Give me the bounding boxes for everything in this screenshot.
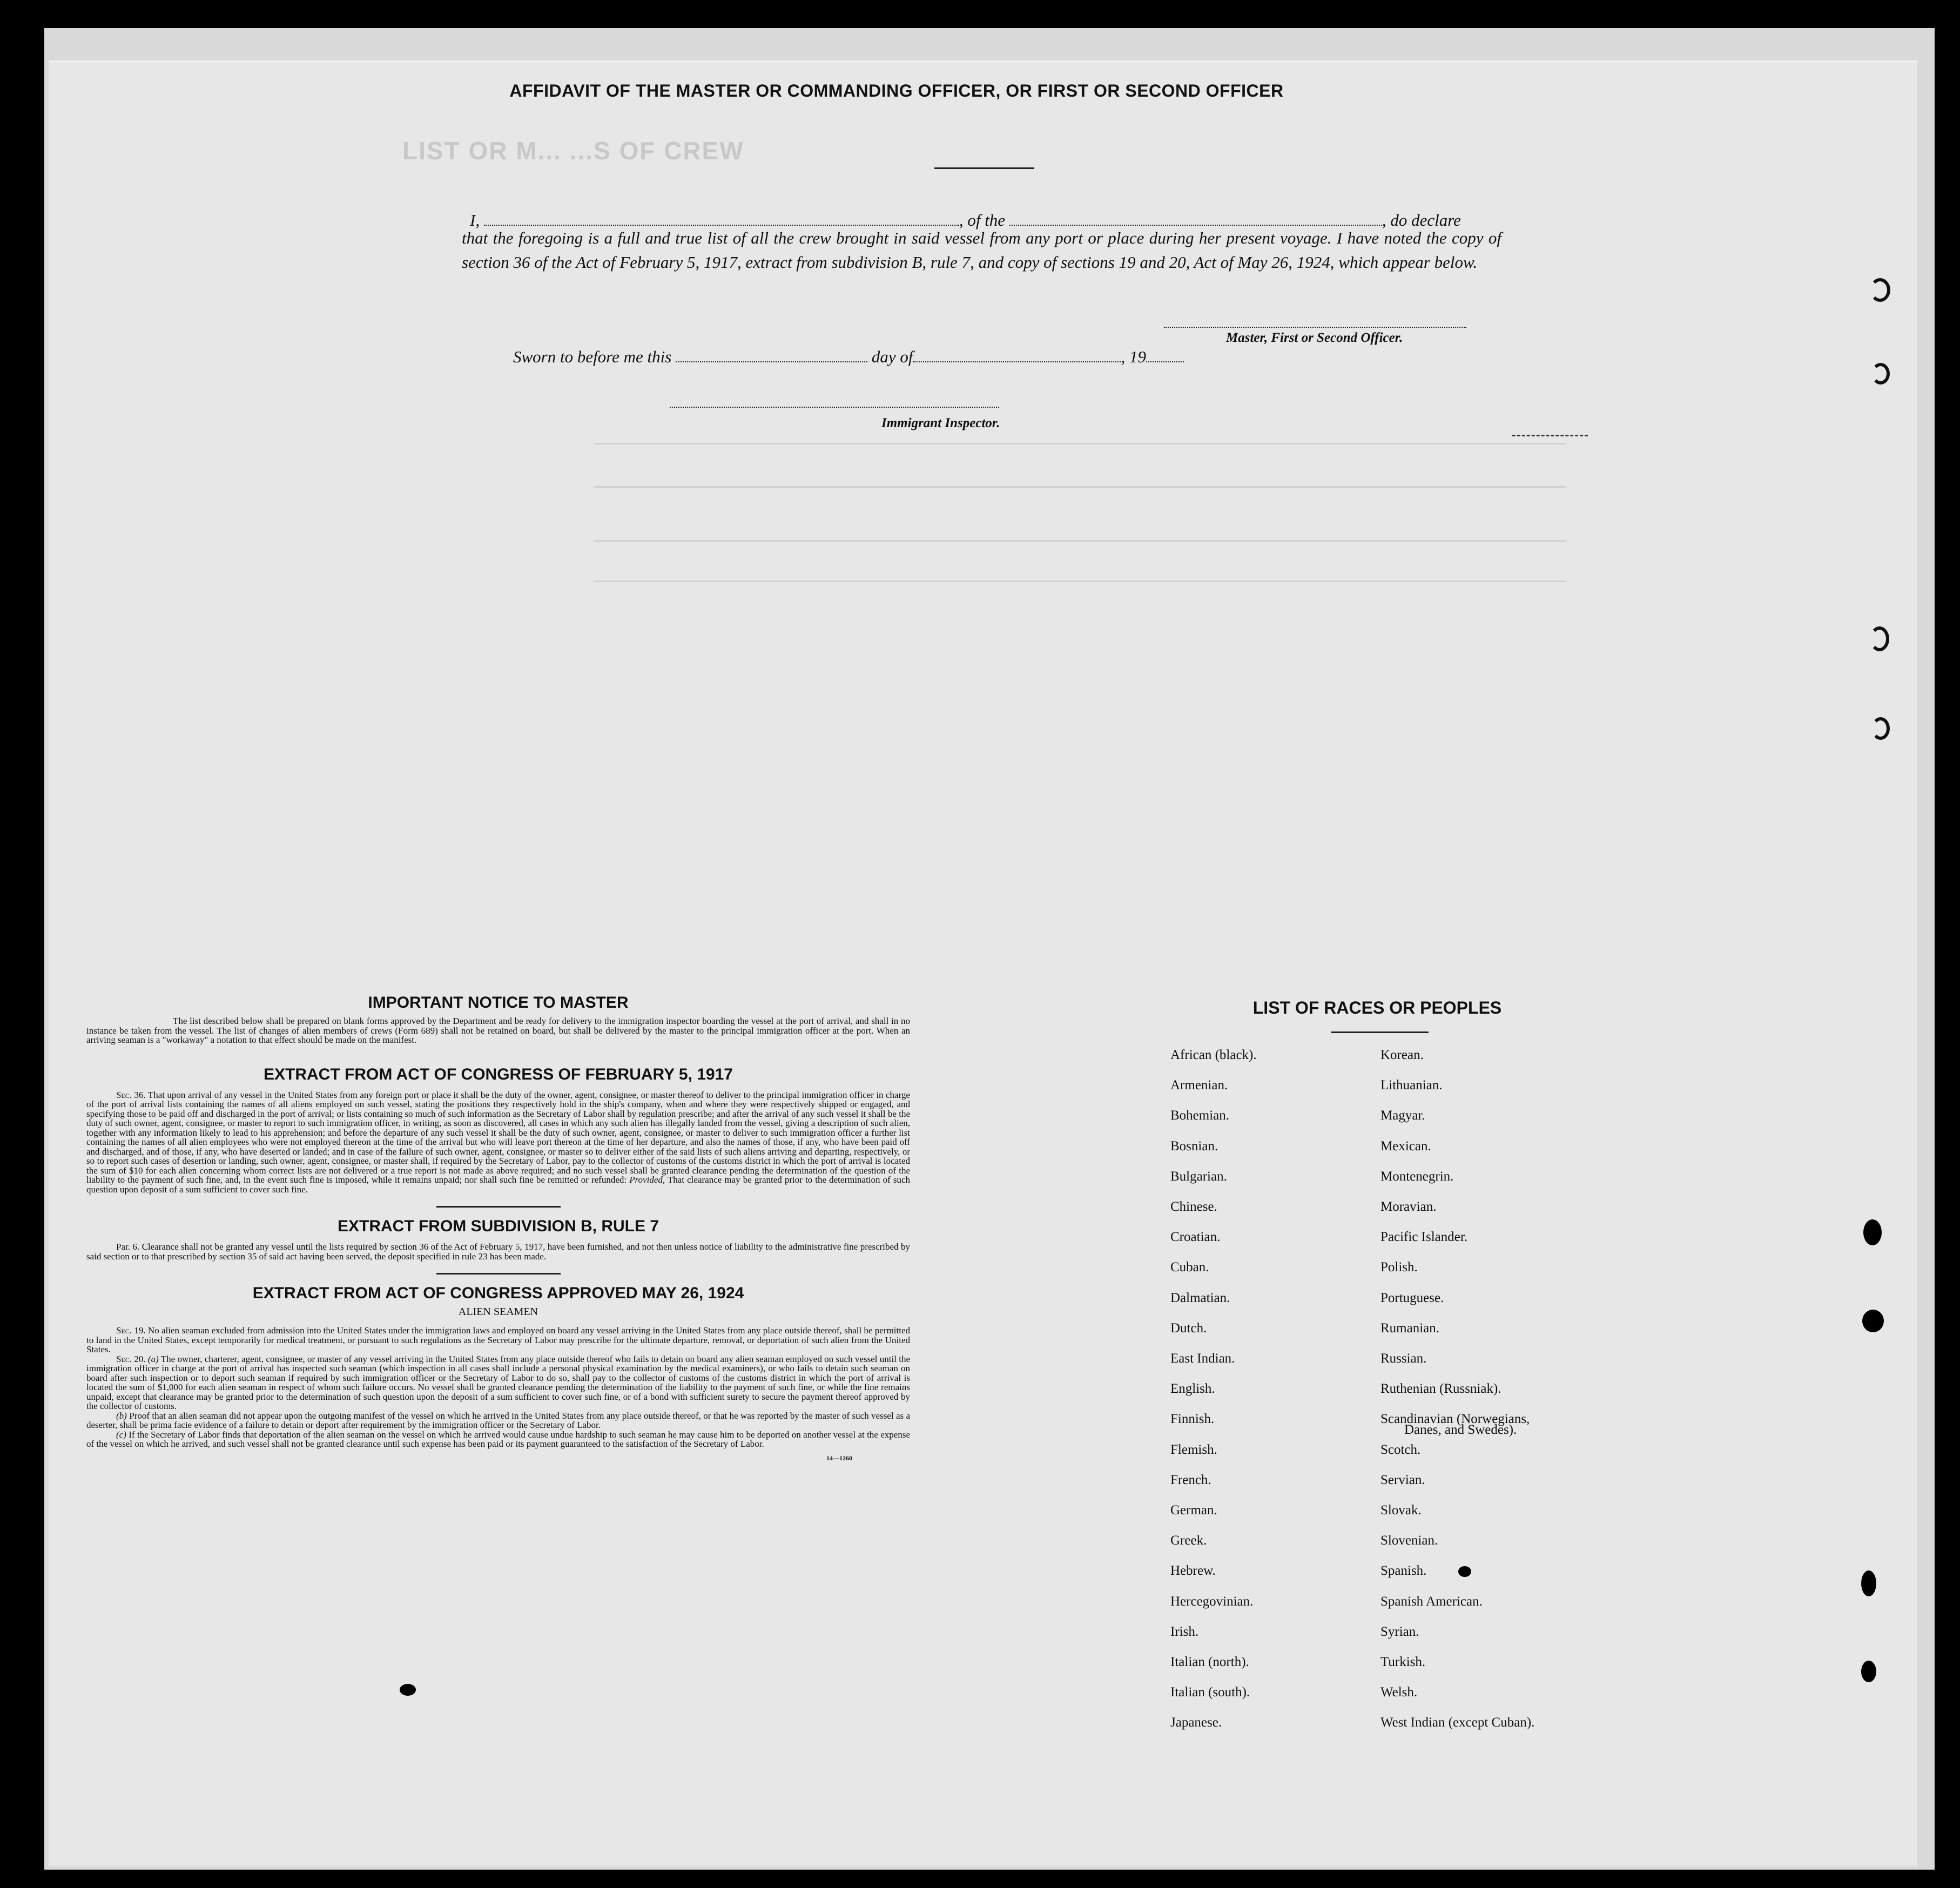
sworn-year: , 19 <box>1121 347 1146 366</box>
race-left-item: Finnish. <box>1170 1412 1215 1427</box>
race-right-item: Polish. <box>1380 1260 1418 1275</box>
race-left-item: Japanese. <box>1170 1715 1222 1730</box>
race-right-item: Montenegrin. <box>1380 1169 1454 1184</box>
title-rule <box>934 167 1034 169</box>
name-blank[interactable] <box>484 213 959 226</box>
race-right-item: Welsh. <box>1380 1685 1418 1700</box>
race-left-item: Bosnian. <box>1170 1138 1218 1154</box>
race-right-item: Syrian. <box>1380 1624 1419 1639</box>
extract-1917-text <box>86 1090 910 1195</box>
sec20-label: Sec. 20. <box>116 1353 146 1364</box>
race-right-item: Pacific Islander. <box>1380 1230 1468 1245</box>
punch-hole-mark <box>1870 278 1890 302</box>
race-right-item: Scotch. <box>1380 1442 1421 1457</box>
race-left-item: Chinese. <box>1170 1199 1217 1214</box>
race-left-item: German. <box>1170 1503 1217 1518</box>
affidavit-of-the: , of the <box>959 211 1006 230</box>
sec36-proviso-text: That clearance may be granted prior to the determination of such question upon deposit of a sum sufficient to cover such fine. <box>86 1175 911 1195</box>
sec20c-body: If the Secretary of Labor finds that deportation of the alien seaman on the vessel on which he arrived would cause undue hardship to such seaman he may cause him to be deported on another vessel at the expense of the vessel on which he arrived, and such vessel shall not be granted clearance until such expense has been paid or its payment guaranteed to the satisfaction of the Secretary of Labor. <box>86 1429 910 1449</box>
punch-hole <box>1861 1570 1876 1596</box>
show-through-row <box>594 486 1566 488</box>
sworn-month-blank[interactable] <box>913 349 1121 362</box>
affidavit-do-declare: , do declare <box>1382 211 1461 230</box>
race-right-item: Moravian. <box>1380 1199 1437 1214</box>
notice-text: The list described below shall be prepared on blank forms approved by the Department and be ready for delivery to the immigration inspector boarding the vessel at the port of arrival, and shall in no instance be taken from the vessel. The list of changes of alien members of crews (Form 689) shall not be retained on board, but shall be delivered by the master to the principal immigration officer at the port. When an arriving seaman is a "workaway" a notation to that effect should be made on the manifest. <box>86 1016 910 1045</box>
race-left-item: East Indian. <box>1170 1351 1235 1366</box>
master-signature-line[interactable] <box>1164 327 1466 328</box>
race-right-item: Magyar. <box>1380 1108 1425 1123</box>
race-left-item: Greek. <box>1170 1533 1207 1548</box>
race-left-item: Armenian. <box>1170 1078 1228 1093</box>
punch-hole <box>1861 1661 1876 1682</box>
race-left-item: French. <box>1170 1472 1211 1487</box>
race-right-item: Rumanian. <box>1380 1320 1440 1336</box>
race-right-item: West Indian (except Cuban). <box>1380 1715 1535 1730</box>
punch-hole <box>1862 1310 1884 1332</box>
race-right-item: Portuguese. <box>1380 1290 1444 1305</box>
sworn-day-of: day of <box>871 347 913 366</box>
race-left-item: Bulgarian. <box>1170 1169 1227 1184</box>
sworn-line <box>513 347 1184 367</box>
inspector-signature-line[interactable] <box>670 407 999 408</box>
race-left-item: Dutch. <box>1170 1320 1207 1336</box>
race-left-item: Irish. <box>1170 1624 1199 1639</box>
show-through-row <box>594 443 1566 444</box>
punch-hole-mark <box>1871 363 1890 385</box>
sec20c-text <box>86 1430 910 1449</box>
race-right-item: Lithuanian. <box>1380 1078 1443 1093</box>
race-right-item: Spanish American. <box>1380 1594 1483 1609</box>
sec20c-label: (c) <box>116 1429 126 1440</box>
race-left-item: Hercegovinian. <box>1170 1594 1254 1609</box>
race-left-item: Flemish. <box>1170 1442 1217 1457</box>
alien-seamen-subtitle: ALIEN SEAMEN <box>458 1306 538 1318</box>
sec20b-label: (b) <box>116 1410 127 1421</box>
show-through-heading: LIST OR M... ...S OF CREW <box>402 137 744 165</box>
extract-1917-title: EXTRACT FROM ACT OF CONGRESS OF FEBRUARY 5, 1917 <box>264 1065 733 1083</box>
vessel-blank[interactable] <box>1009 213 1382 226</box>
sworn-day-blank[interactable] <box>676 349 867 362</box>
race-right-item: Korean. <box>1380 1048 1424 1062</box>
affidavit-text: that the foregoing is a full and true list of all the crew brought in said vessel from any port or place during her present voyage. I have noted the copy of section 36 of the Act of February 5, 1917, extract from subdivision B, rule 7, and copy of sections 19 and 20, Act of May 26, 1924, which appear below. <box>462 228 1501 272</box>
sec19-label: Sec. 19. <box>116 1325 146 1336</box>
extract-rule7-title: EXTRACT FROM SUBDIVISION B, RULE 7 <box>337 1217 659 1235</box>
race-left-item: Croatian. <box>1170 1230 1221 1245</box>
race-right-item: Ruthenian (Russniak). <box>1380 1381 1501 1397</box>
punch-hole-mark <box>1871 717 1890 740</box>
race-left-item: Hebrew. <box>1170 1563 1216 1579</box>
sec20a-text <box>86 1354 910 1411</box>
show-through-row <box>594 581 1566 582</box>
sec19-text <box>86 1326 910 1354</box>
race-right-item: Slovenian. <box>1380 1533 1438 1548</box>
sec36-text: That upon arrival of any vessel in the United States from any foreign port or place it shall be the duty of the owner, agent, consignee, or master thereof to deliver to the principal immigration officer in charge of the port of arrival lists containing the names of all aliens employed on such vessel, stating the positions they respectively hold in the ship's company, when and where they were respectively shipped or engaged, and specifying those to be paid off and discharged in the port of arrival; or lists containing so much of such information as the Secretary of Labor shall by regulation prescribe; and after the arrival of any such vessel it shall be the duty of such owner, agent, consignee, or master to report to such immigration officer, in writing, as soon as discovered, all cases in which any such alien has illegally landed from the vessel, giving a description of such alien, together with any information likely to lead to his apprehension; and before the departure of any such vessel it shall be the duty of such owner, agent, consignee, or master to deliver to such immigration officer a further list containing the names of all alien employees who were not employed thereon at the time of the arrival but who will leave port thereon at the time of her departure, and also the names of those, if any, who have been paid off and discharged, and of those, if any, who have deserted or landed; and in case of the failure of such owner, agent, consignee, or master so to deliver either of the said lists of such aliens arriving and departing, respectively, or so to report such cases of desertion or landing, such owner, agent, consignee, or master shall, if required by the Secretary of Labor, pay to the collector of customs of the customs district in which the port of arrival is located the sum of $10 for each alien concerning whom correct lists are not delivered or a true report is not made as above required; and no such vessel shall be granted clearance pending the determination of the question of the liability to the payment of such fine, and, in the event such fine is imposed, while it remains unpaid; nor shall such fine be remitted or refunded: <box>86 1089 910 1185</box>
race-left-item: Dalmatian. <box>1170 1290 1230 1305</box>
punch-hole-mark <box>1870 626 1889 651</box>
sworn-prefix: Sworn to before me this <box>513 347 672 366</box>
race-left-item: Italian (south). <box>1170 1685 1250 1700</box>
sec20b-text <box>86 1411 910 1430</box>
notice-title: IMPORTANT NOTICE TO MASTER <box>368 994 629 1012</box>
race-right-item: Russian. <box>1380 1351 1427 1366</box>
race-left-item: English. <box>1170 1381 1215 1397</box>
notice-column <box>86 994 910 1462</box>
show-through-row <box>594 540 1566 542</box>
race-left-item: Italian (north). <box>1170 1655 1249 1669</box>
affidavit-i: I, <box>470 211 480 230</box>
extract-rule7-text: Par. 6. Clearance shall not be granted any vessel until the lists required by section 36 of the Act of February 5, 1917, have been furnished, and not then unless notice of liability to the administrative fine prescribed by said section or to that prescribed by section 35 of said act having been served, the deposit specified in rule 23 has been made. <box>86 1242 910 1262</box>
race-left-item: Bohemian. <box>1170 1108 1230 1123</box>
sec20a-body: The owner, charterer, agent, consignee, or master of any vessel arriving in the United States from any place outside thereof who fails to detain on board any alien seaman employed on such vessel until the immigration officer in charge at the port of arrival has inspected such seaman (which inspection in all cases shall include a personal physical examination by the medical examiners), or who fails to detain such seaman on board after such inspection or to deport such seaman if required by such immigration officer or the Secretary of Labor to do so, shall pay to the collector of customs of the customs district in which the port of arrival is located the sum of $1,000 for each alien seaman in respect of whom such failure occurs. No vessel shall be granted clearance pending the determination of the liability to the payment of such fine, or while the fine remains unpaid, except that clearance may be granted prior to the determination of such question upon the deposit of a sum sufficient to cover such fine, or of a bond with sufficient surety to secure the payment thereof approved by the collector of customs. <box>86 1353 910 1411</box>
race-left-item: Cuban. <box>1170 1260 1209 1275</box>
rule-1917 <box>436 1206 561 1208</box>
inspector-caption: Immigrant Inspector. <box>881 416 1000 430</box>
pencil-mark <box>1512 435 1588 436</box>
affidavit-title: AFFIDAVIT OF THE MASTER OR COMMANDING OFFICER, OR FIRST OR SECOND OFFICER <box>509 81 1284 100</box>
sec36-proviso-label: Provided, <box>629 1175 665 1185</box>
sec19-body: No alien seaman excluded from admission into the United States under the immigration laws and employed on board any vessel arriving in the United States from any place outside thereof, shall be permitted to land in the United States, except temporarily for medical treatment, or pursuant to such regulations as the Secretary of Labor may prescribe for the ultimate departure, removal, or deportation of such alien from the United States. <box>86 1325 911 1354</box>
extract-1924-title: EXTRACT FROM ACT OF CONGRESS APPROVED MAY 26, 1924 <box>252 1284 744 1302</box>
sworn-year-blank[interactable] <box>1146 349 1184 362</box>
ink-blot <box>400 1684 416 1696</box>
races-title: LIST OF RACES OR PEOPLES <box>1252 998 1502 1017</box>
ink-blot <box>1458 1566 1471 1577</box>
sec36-label: Sec. 36. <box>116 1089 146 1100</box>
race-right-item: Turkish. <box>1380 1655 1426 1669</box>
race-left-item: African (black). <box>1170 1048 1257 1062</box>
race-right-item: Slovak. <box>1380 1503 1422 1518</box>
document-page <box>49 60 1917 1866</box>
master-signature-caption: Master, First or Second Officer. <box>1226 331 1403 345</box>
punch-hole <box>1863 1219 1882 1245</box>
form-number: 14—1260 <box>826 1454 852 1462</box>
race-right-scandinavian-cont: Danes, and Swedes). <box>1404 1422 1517 1437</box>
races-title-rule <box>1331 1031 1429 1033</box>
race-right-item: Servian. <box>1380 1472 1425 1487</box>
race-right-item: Scandinavian (Norwegians, <box>1380 1412 1530 1427</box>
sec20a-label: (a) <box>147 1353 159 1364</box>
race-right-item: Spanish. <box>1380 1563 1427 1579</box>
rule-rule7 <box>436 1273 561 1275</box>
race-right-item: Mexican. <box>1380 1138 1431 1154</box>
sec20b-body: Proof that an alien seaman did not appear upon the outgoing manifest of the vessel on which he arrived in the United States from any place outside thereof, or that he was reported by the master of such vessel as a deserter, shall be prima facie evidence of a failure to detain or deport after requirement by the immigration officer or the Secretary of Labor. <box>86 1410 911 1430</box>
